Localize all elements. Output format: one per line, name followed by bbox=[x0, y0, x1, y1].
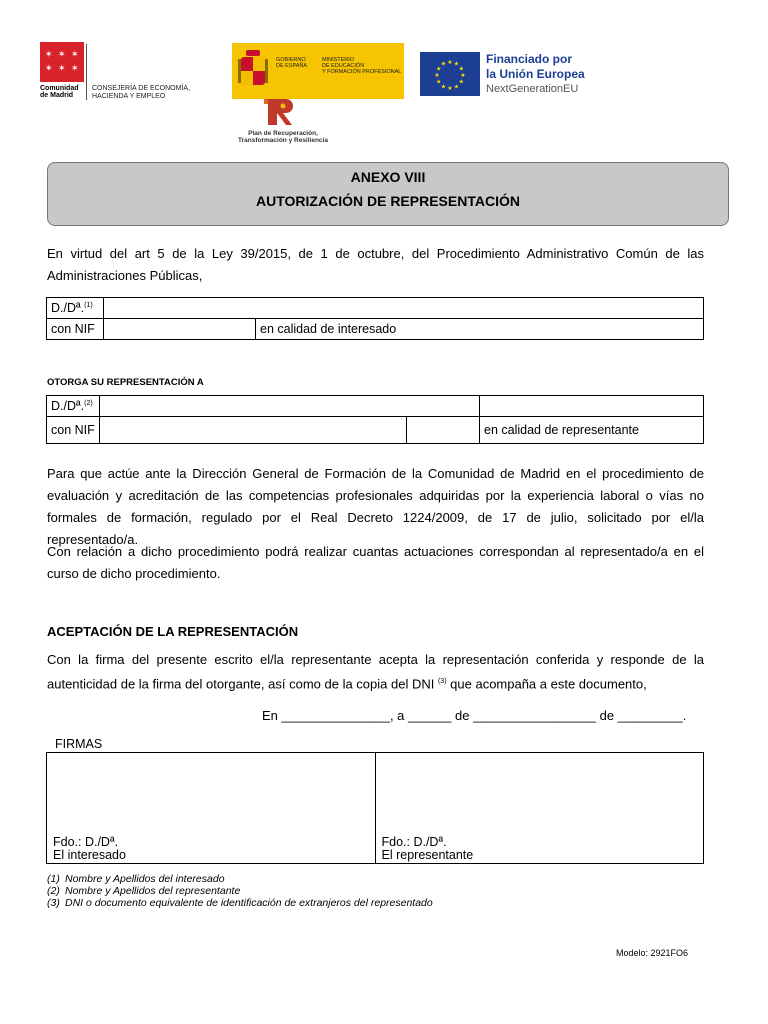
representative-nif-extra-field[interactable] bbox=[407, 417, 480, 444]
representative-name-field[interactable] bbox=[100, 396, 480, 417]
gobierno-text: GOBIERNO DE ESPAÑA bbox=[276, 57, 308, 69]
next-generation-eu-text: NextGenerationEU bbox=[486, 83, 579, 95]
eu-star-icon: ★ bbox=[434, 73, 440, 79]
name-label: D./Dª.$^{(2)}$ bbox=[47, 396, 100, 417]
acceptance-title: ACEPTACIÓN DE LA REPRESENTACIÓN bbox=[47, 624, 299, 639]
interested-nif-field[interactable] bbox=[104, 319, 256, 340]
annex-title: ANEXO VIII bbox=[350, 169, 426, 185]
eu-star-icon: ★ bbox=[458, 66, 464, 73]
representative-signature-box[interactable] bbox=[375, 753, 704, 836]
eu-funding-text: Financiado por la Unión Europea bbox=[486, 52, 585, 81]
eu-star-icon: ★ bbox=[453, 84, 460, 91]
representative-role-label: en calidad de representante bbox=[480, 417, 704, 444]
interested-name-field[interactable] bbox=[104, 298, 704, 319]
gobierno-ministerio-logo bbox=[232, 43, 404, 99]
representative-table bbox=[46, 395, 704, 444]
madrid-flag-icon: ✶ ✶ ✶ ✶ ✶ ✶ bbox=[40, 42, 84, 82]
eu-star-icon: ★ bbox=[440, 61, 447, 68]
nif-label: con NIF bbox=[47, 417, 100, 444]
place-date-line[interactable]: En _______________, a ______ de _________________ de _________. bbox=[262, 708, 687, 723]
comunidad-madrid-logo bbox=[40, 42, 190, 102]
signatures-label: FIRMAS bbox=[55, 737, 103, 751]
document-title: AUTORIZACIÓN DE REPRESENTACIÓN bbox=[256, 193, 520, 209]
cm-department: CONSEJERÍA DE ECONOMÍA, HACIENDA Y EMPLEO bbox=[92, 85, 191, 100]
eu-star-icon: ★ bbox=[460, 73, 466, 79]
interested-signature-box[interactable] bbox=[47, 753, 376, 836]
interested-party-table bbox=[46, 297, 704, 340]
interested-signature-caption: Fdo.: D./Dª. El interesado bbox=[47, 835, 376, 864]
acceptance-paragraph: Con la firma del presente escrito el/la representante acepta la representación conferida y responde de la autenticidad de la firma del otorgante, así como de la copia del DNI $^{(3)}$ que acompaña a este documento, bbox=[47, 652, 704, 692]
footnotes bbox=[47, 873, 433, 909]
eu-flag-icon bbox=[420, 52, 480, 96]
eu-star-icon: ★ bbox=[436, 66, 442, 73]
interested-role-label: en calidad de interesado bbox=[256, 319, 704, 340]
representative-nif-field[interactable] bbox=[100, 417, 407, 444]
eu-star-icon: ★ bbox=[447, 60, 453, 66]
prtr-text: Plan de Recuperación, Transformación y Resiliencia bbox=[238, 130, 328, 144]
representative-extra-field[interactable] bbox=[480, 396, 704, 417]
footnote: (3) DNI o documento equivalente de identificación de extranjeros del representado bbox=[47, 897, 433, 909]
purpose-paragraph: Para que actúe ante la Dirección General de Formación de la Comunidad de Madrid en el procedimiento de evaluación y acreditación de las competencias profesionales adquiridas por la experiencia laboral o vías no formales de formación, regulado por el Real Decreto 1224/2009, de 17 de julio, solicitado por el/la representado/a. bbox=[47, 466, 704, 547]
cm-name: Comunidad de Madrid bbox=[40, 85, 79, 99]
nif-label: con NIF bbox=[47, 319, 104, 340]
intro-paragraph: En virtud del art 5 de la Ley 39/2015, de 1 de octubre, del Procedimiento Administrativo Común de las Administraciones Públicas, bbox=[47, 246, 704, 283]
footnote: (2) Nombre y Apellidos del representante bbox=[47, 885, 241, 897]
model-code: Modelo: 2921FO6 bbox=[616, 948, 689, 958]
eu-star-icon: ★ bbox=[440, 84, 447, 91]
eu-star-icon: ★ bbox=[447, 86, 453, 92]
representative-signature-caption: Fdo.: D./Dª. El representante bbox=[375, 835, 704, 864]
name-label: D./Dª.$^{(1)}$ bbox=[47, 298, 104, 319]
prtr-logo-icon bbox=[262, 97, 296, 127]
signatures-table bbox=[46, 752, 704, 864]
logo-divider bbox=[86, 44, 87, 100]
otorga-label: OTORGA SU REPRESENTACIÓN A bbox=[47, 377, 204, 388]
title-box bbox=[47, 162, 729, 226]
ministerio-text: MINISTERIO DE EDUCACIÓN Y FORMACIÓN PROFESIONAL bbox=[322, 57, 402, 75]
footnote: (1) Nombre y Apellidos del interesado bbox=[47, 873, 225, 885]
eu-star-icon: ★ bbox=[436, 79, 442, 86]
spain-crest-icon bbox=[238, 49, 268, 91]
eu-star-icon: ★ bbox=[453, 61, 460, 68]
scope-paragraph: Con relación a dicho procedimiento podrá realizar cuantas actuaciones correspondan al representado/a en el curso de dicho procedimiento. bbox=[47, 544, 704, 581]
eu-star-icon: ★ bbox=[458, 79, 464, 86]
